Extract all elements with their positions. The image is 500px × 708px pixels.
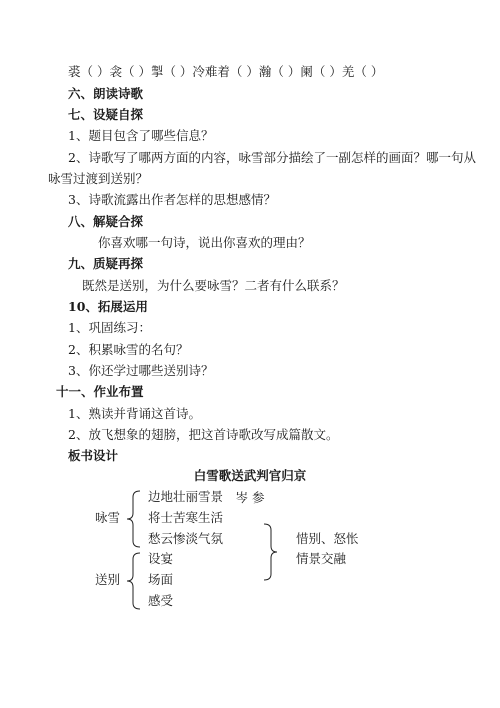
farewell-item-3: 感受 <box>148 593 174 608</box>
board-author: 岑 参 <box>235 490 265 505</box>
farewell-brace <box>126 551 146 611</box>
section-heading-9: 九、质疑再探 <box>68 256 144 271</box>
section-heading-11: 十一、作业布置 <box>56 384 144 399</box>
snow-item-3: 愁云惨淡气氛 <box>148 531 224 546</box>
question-7-2: 2、诗歌写了哪两方面的内容，咏雪部分描绘了一副怎样的画面？哪一句从 <box>68 150 476 165</box>
section-heading-10: 10、拓展运用 <box>68 299 148 314</box>
question-10-1: 1、巩固练习： <box>68 320 151 335</box>
conclusion-brace <box>262 522 282 582</box>
homework-1: 1、熟读并背诵这首诗。 <box>68 406 201 421</box>
question-7-2-continued: 咏雪过渡到送别？ <box>48 171 149 186</box>
farewell-item-2: 场面 <box>148 572 174 587</box>
question-10-2: 2、积累咏雪的名句？ <box>68 342 189 357</box>
section-heading-7: 七、设疑自探 <box>68 107 144 122</box>
character-annotation-line: 裘（ ）衾（ ）掣（ ）冷难着（ ）瀚（ ）阑（ ）羌（ ） <box>68 64 384 79</box>
question-8: 你喜欢哪一句诗，说出你喜欢的理由？ <box>98 235 311 250</box>
conclusion-1: 惜别、怒怅 <box>296 531 359 546</box>
farewell-item-1: 设宴 <box>148 551 174 566</box>
board-title: 白雪歌送武判官归京 <box>193 468 307 483</box>
conclusion-2: 情景交融 <box>296 551 347 566</box>
board-design-heading: 板书设计 <box>68 448 119 463</box>
question-10-3: 3、你还学过哪些送别诗？ <box>68 363 214 378</box>
section-heading-8: 八、解疑合探 <box>68 214 144 229</box>
snow-brace <box>126 489 146 549</box>
question-7-1: 1、题目包含了哪些信息？ <box>68 128 214 143</box>
snow-item-1: 边地壮丽雪景 <box>148 489 224 504</box>
group-label-snow: 咏雪 <box>95 510 121 525</box>
snow-item-2: 将士苦寒生活 <box>148 510 224 525</box>
question-9: 既然是送别，为什么要咏雪？二者有什么联系？ <box>82 278 345 293</box>
group-label-farewell: 送别 <box>95 572 121 587</box>
homework-2: 2、放飞想象的翅膀，把这首诗歌改写成篇散文。 <box>68 427 339 442</box>
question-7-3: 3、诗歌流露出作者怎样的思想感情？ <box>68 192 276 207</box>
section-heading-6: 六、朗读诗歌 <box>68 86 144 101</box>
